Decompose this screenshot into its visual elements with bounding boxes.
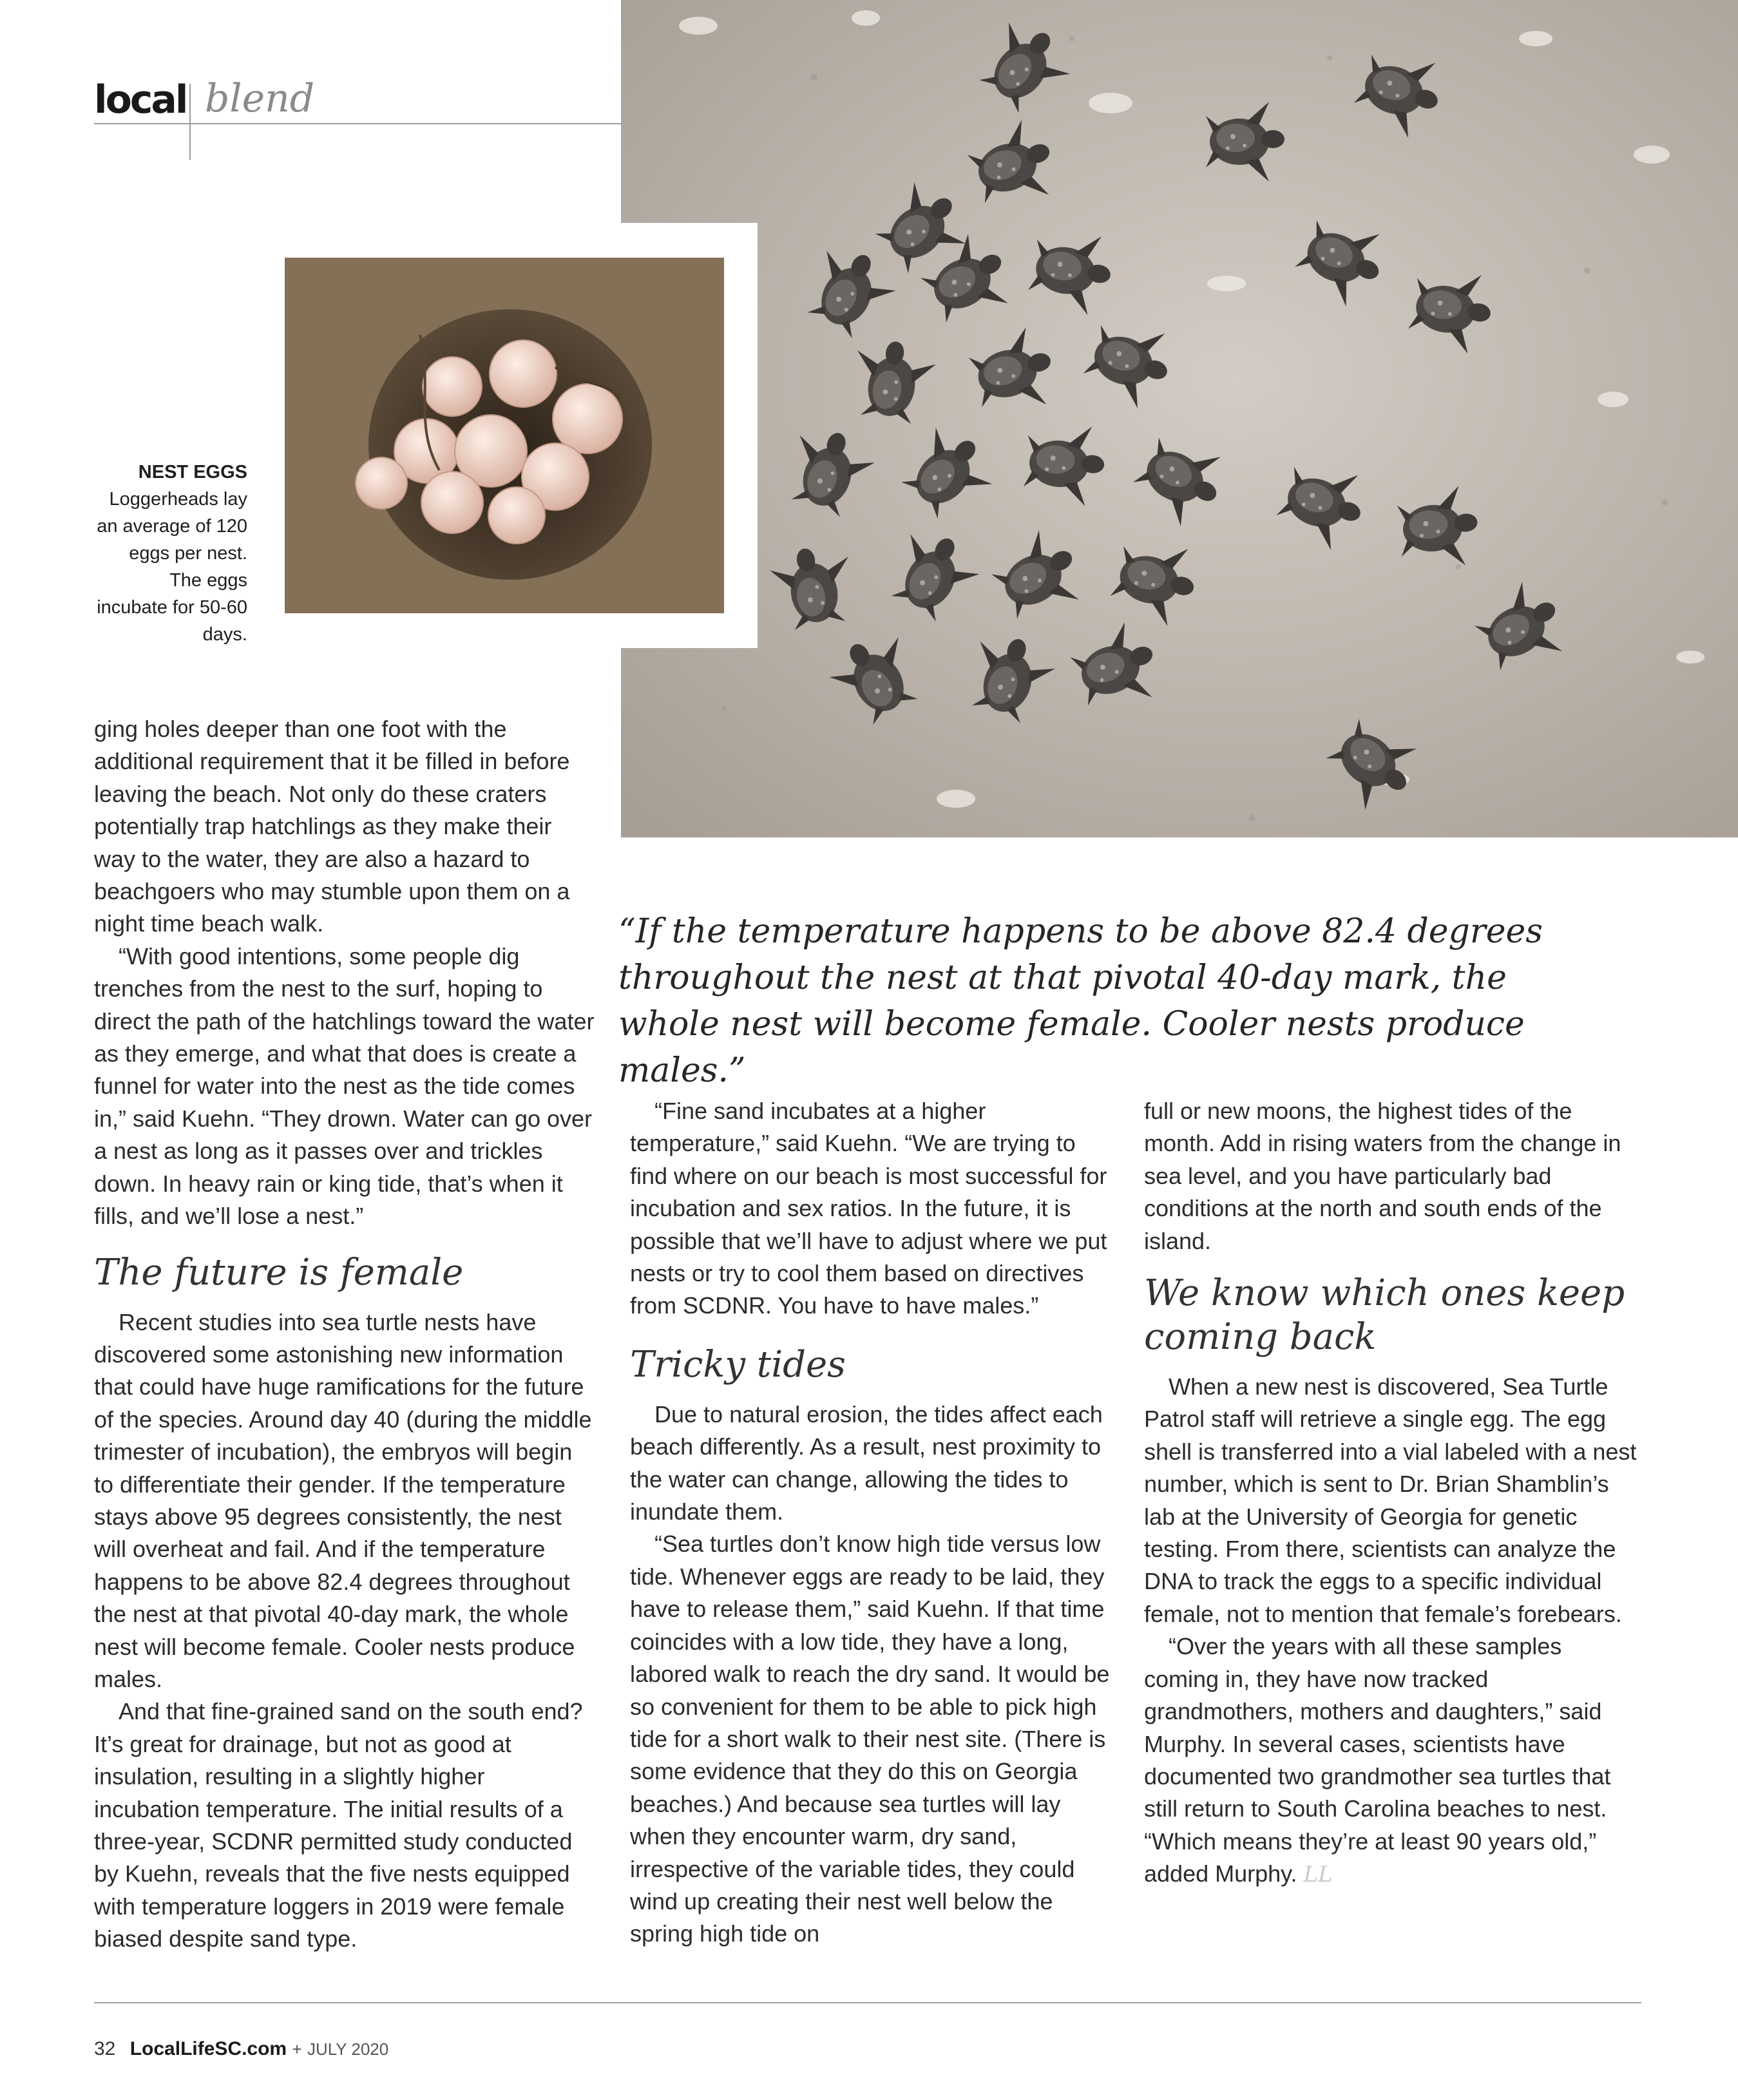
paragraph-text: “Over the years with all these samples coming in, they have now tracked grandmothers, mothers and daughters,” said Murphy. In several cases, scientists have documented two grandmother sea turtles that still return to South Carolina beaches to nest. “Which means they’re at least 90 years old,” added Murphy. [1144,1633,1611,1887]
inset-photo-nest-eggs [285,258,724,613]
paragraph: ging holes deeper than one foot with the additional requirement that it be filled in before leaving the beach. Not only do these craters potentially trap hatchlings as they make their way to the water, they are also a hazard to beachgoers who may stumble upon them on a night time beach walk. [94,716,570,937]
hero-photo-hatchlings [621,0,1738,837]
paragraph: Recent studies into sea turtle nests have discovered some astonishing new information that could have huge ramifications for the future of the species. Around day 40 (during the middle trimester of incubation), the embryos will begin to differentiate their gender. If the temperature stays above 95 degrees consistently, the nest will overheat and fail. And if the temperature happens to be above 82.4 degrees throughout the nest at that pivotal 40-day mark, the whole nest will become female. Cooler nests produce males. [94,1308,592,1692]
header-divider [189,84,191,160]
subheading-tricky-tides: Tricky tides [630,1343,846,1386]
paragraph: Due to natural erosion, the tides affect each beach differently. As a result, nest proximity to the water can change, allowing the tides to inundate them. [630,1400,1103,1525]
issue-date: JULY 2020 [307,2039,389,2059]
paragraph [1144,1630,1640,1891]
article-column-2 [630,1095,1113,1951]
paragraph: “With good intentions, some people dig trenches from the nest to the surf, hoping to direct the path of the hatchlings toward the water as they emerge, and what that does is create a funnel for water into the nest as the tide comes in,” said Kuehn. “They drown. Water can go over a nest as long as it passes over and trickles down. In heavy rain or king tide, that’s when it fills, and we’ll lose a nest.” [94,942,595,1230]
caption-text: Loggerheads lay an average of 120 eggs per nest. The eggs incubate for 50-60 days. [97,489,247,645]
photo-caption [94,459,247,648]
page-number: 32 [94,2038,116,2059]
article-column-3 [1144,1095,1640,1891]
paragraph: “Sea turtles don’t know high tide versus low tide. Whenever eggs are ready to be laid, they have to release them,” said Kuehn. If that time coincides with a low tide, they have a long, labored walk to reach the dry sand. It would be so convenient for them to be able to pick high tide for a short walk to their nest site. (There is some evidence that they do this on Georgia beaches.) And because sea turtles will lay when they encounter warm, dry sand, irrespective of the variable tides, they could wind up creating their nest well below the spring high tide on [630,1531,1110,1947]
subheading-we-know-which: We know which ones keep coming back [1144,1272,1625,1359]
footer-rule [94,2002,1641,2003]
paragraph: “Fine sand incubates at a higher temperature,” said Kuehn. “We are trying to find where on our beach is most successful for incubation and sex ratios. In the future, it is possible that we’ll have to adjust where we put nests or try to cool them based on directives from SCDNR. You have to have males.” [630,1098,1107,1319]
section-label-local: local [94,77,187,122]
page-footer [94,2038,388,2060]
end-mark: LL [1303,1862,1333,1888]
pull-quote: “If the temperature happens to be above 82.4 degrees throughout the nest at that pivotal 40-day mark, the whole nest will become female. Cooler nests produce males.” [618,912,1543,1090]
article-column-1 [94,713,597,1956]
caption-title: NEST EGGS [138,462,247,482]
paragraph: full or new moons, the highest tides of the month. Add in rising waters from the change in sea level, and you have particularly bad conditions at the north and south ends of the island. [1144,1098,1621,1254]
paragraph: And that fine-grained sand on the south end? It’s great for drainage, but not as good at insulation, resulting in a slightly higher incubation temperature. The initial results of a three-year, SCDNR permitted study conducted by Kuehn, reveals that the five nests equipped with temperature loggers in 2019 were female biased despite sand type. [94,1698,583,1952]
header-rule [94,123,621,124]
site-link[interactable]: LocalLifeSC.com [129,2038,287,2059]
subheading-future-is-female: The future is female [94,1251,464,1293]
footer-separator: + [292,2039,302,2059]
section-label-blend: blend [205,76,315,121]
paragraph: When a new nest is discovered, Sea Turtle Patrol staff will retrieve a single egg. The egg shell is transferred into a vial labeled with a nest number, which is sent to Dr. Brian Shamblin’s lab at the University of Georgia for genetic testing. From there, scientists can analyze the DNA to track the eggs to a specific individual female, not to mention that female’s forebears. [1144,1373,1637,1627]
